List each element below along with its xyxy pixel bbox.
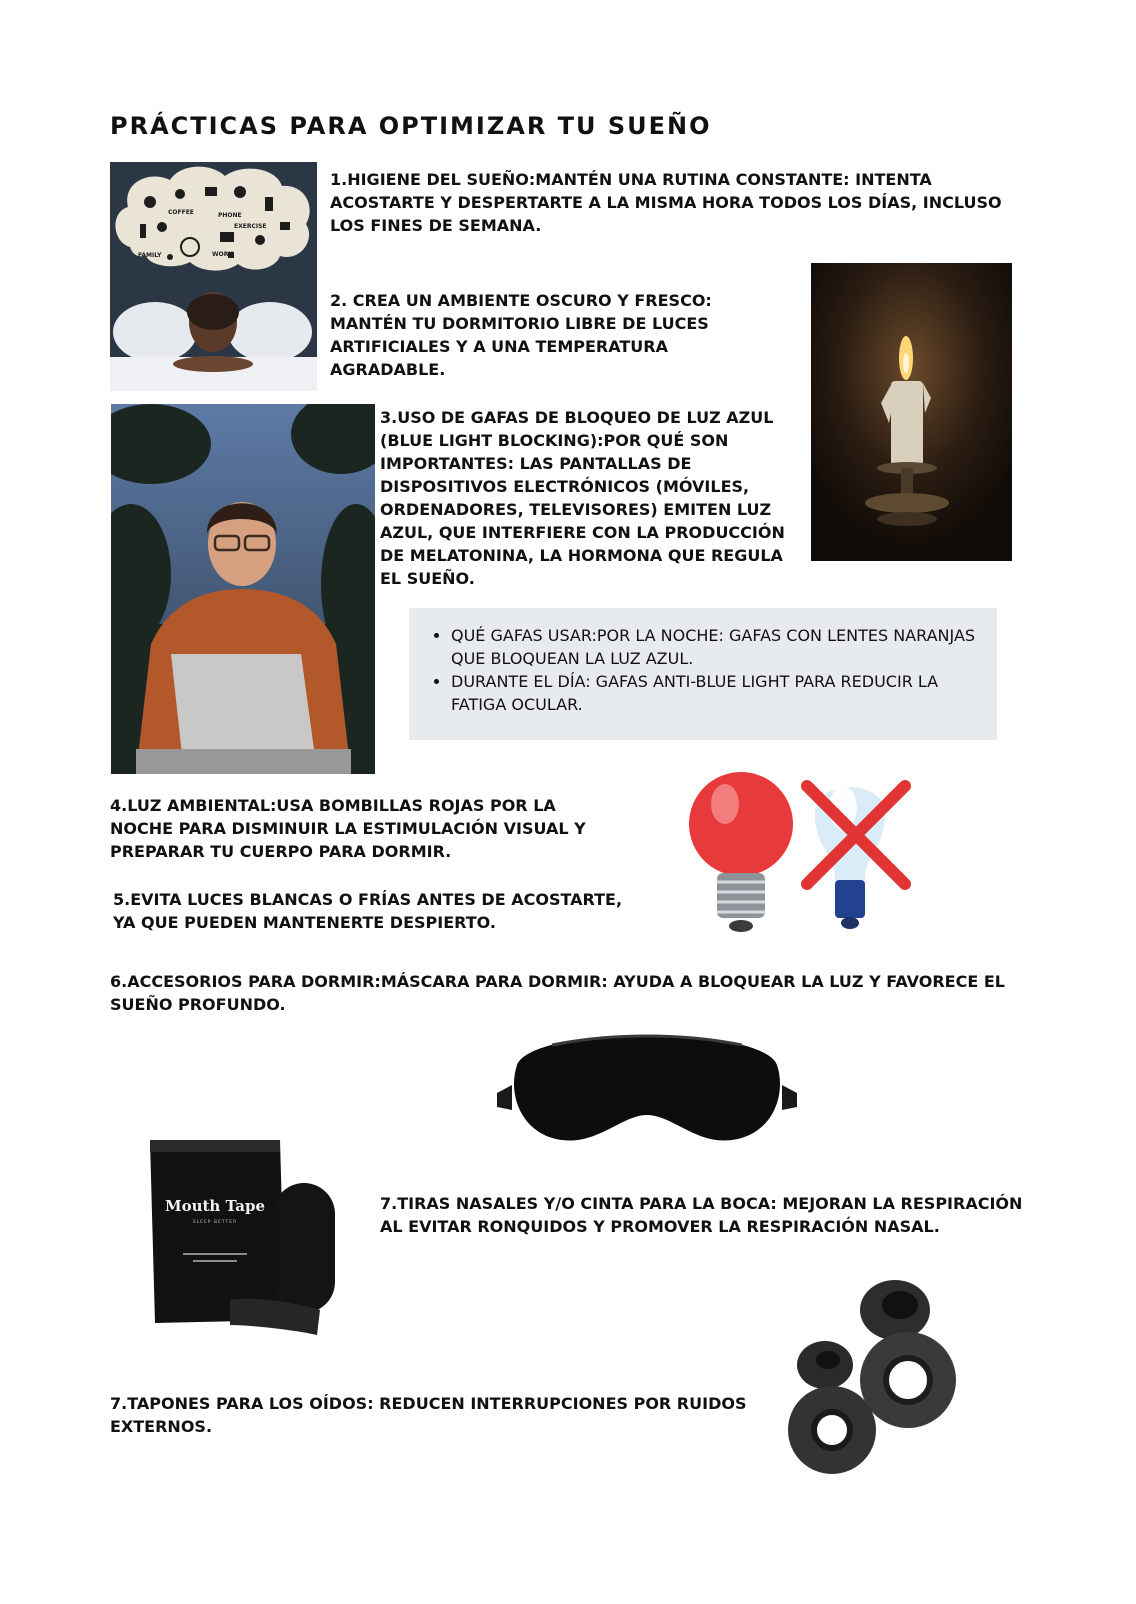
- paragraph-5: 5.EVITA LUCES BLANCAS O FRÍAS ANTES DE ACOSTARTE, YA QUE PUEDEN MANTENERTE DESPIERTO.: [113, 890, 623, 932]
- paragraph-3: 3.USO DE GAFAS DE BLOQUEO DE LUZ AZUL (BLUE LIGHT BLOCKING):POR QUÉ SON IMPORTANTES: LAS PANTALLAS DE DISPOSITIVOS ELECTRÓNICOS (MÓVILES, ORDENADORES, TELEVISORES) EMITEN LUZ AZUL, QUE INTERFIERE CON LA PRODUCCIÓN DE MELATONINA, LA HORMONA QUE REGULA EL SUEÑO.: [380, 408, 785, 588]
- light-bulbs-image: [685, 768, 930, 935]
- list-item: • QUÉ GAFAS USAR:POR LA NOCHE: GAFAS CON LENTES NARANJAS QUE BLOQUEAN LA LUZ AZUL.: [451, 624, 977, 670]
- candle-image: [811, 263, 1012, 561]
- mouth-tape-image: [145, 1135, 345, 1345]
- earplugs-image: [780, 1270, 970, 1480]
- label-work: WORK: [212, 251, 233, 258]
- paragraph-1: 1.HIGIENE DEL SUEÑO:MANTÉN UNA RUTINA CONSTANTE: INTENTA ACOSTARTE Y DESPERTARTE A LA MISMA HORA TODOS LOS DÍAS, INCLUSO LOS FINES DE SEMANA.: [330, 170, 1002, 235]
- sleep-mask-image: [492, 1015, 802, 1165]
- mouth-tape-brand: Mouth Tape: [164, 1197, 266, 1215]
- mouth-tape-subtitle: SLEEP BETTER: [192, 1220, 238, 1225]
- label-family: FAMILY: [138, 252, 162, 259]
- label-phone: PHONE: [218, 212, 242, 219]
- paragraph-2: 2. CREA UN AMBIENTE OSCURO Y FRESCO: MANTÉN TU DORMITORIO LIBRE DE LUCES ARTIFICIALES Y A UNA TEMPERATURA AGRADABLE.: [330, 291, 712, 379]
- glasses-tips-box: [409, 608, 997, 740]
- paragraph-7: 7.TIRAS NASALES Y/O CINTA PARA LA BOCA: MEJORAN LA RESPIRACIÓN AL EVITAR RONQUIDOS Y PROMOVER LA RESPIRACIÓN NASAL.: [380, 1194, 1023, 1236]
- sleeping-woman-image: [110, 162, 317, 391]
- list-item: • DURANTE EL DÍA: GAFAS ANTI-BLUE LIGHT PARA REDUCIR LA FATIGA OCULAR.: [451, 670, 977, 716]
- paragraph-4: 4.LUZ AMBIENTAL:USA BOMBILLAS ROJAS POR LA NOCHE PARA DISMINUIR LA ESTIMULACIÓN VISUAL Y PREPARAR TU CUERPO PARA DORMIR.: [110, 796, 586, 861]
- label-exercise: EXERCISE: [234, 223, 267, 230]
- paragraph-6: 6.ACCESORIOS PARA DORMIR:MÁSCARA PARA DORMIR: AYUDA A BLOQUEAR LA LUZ Y FAVORECE EL SUEÑO PROFUNDO.: [110, 972, 1005, 1014]
- glasses-tips-list: [409, 608, 997, 716]
- label-coffee: COFFEE: [168, 209, 194, 216]
- paragraph-8: 7.TAPONES PARA LOS OÍDOS: REDUCEN INTERRUPCIONES POR RUIDOS EXTERNOS.: [110, 1394, 747, 1436]
- man-laptop-image: [111, 404, 375, 774]
- page-title: PRÁCTICAS PARA OPTIMIZAR TU SUEÑO: [110, 112, 712, 140]
